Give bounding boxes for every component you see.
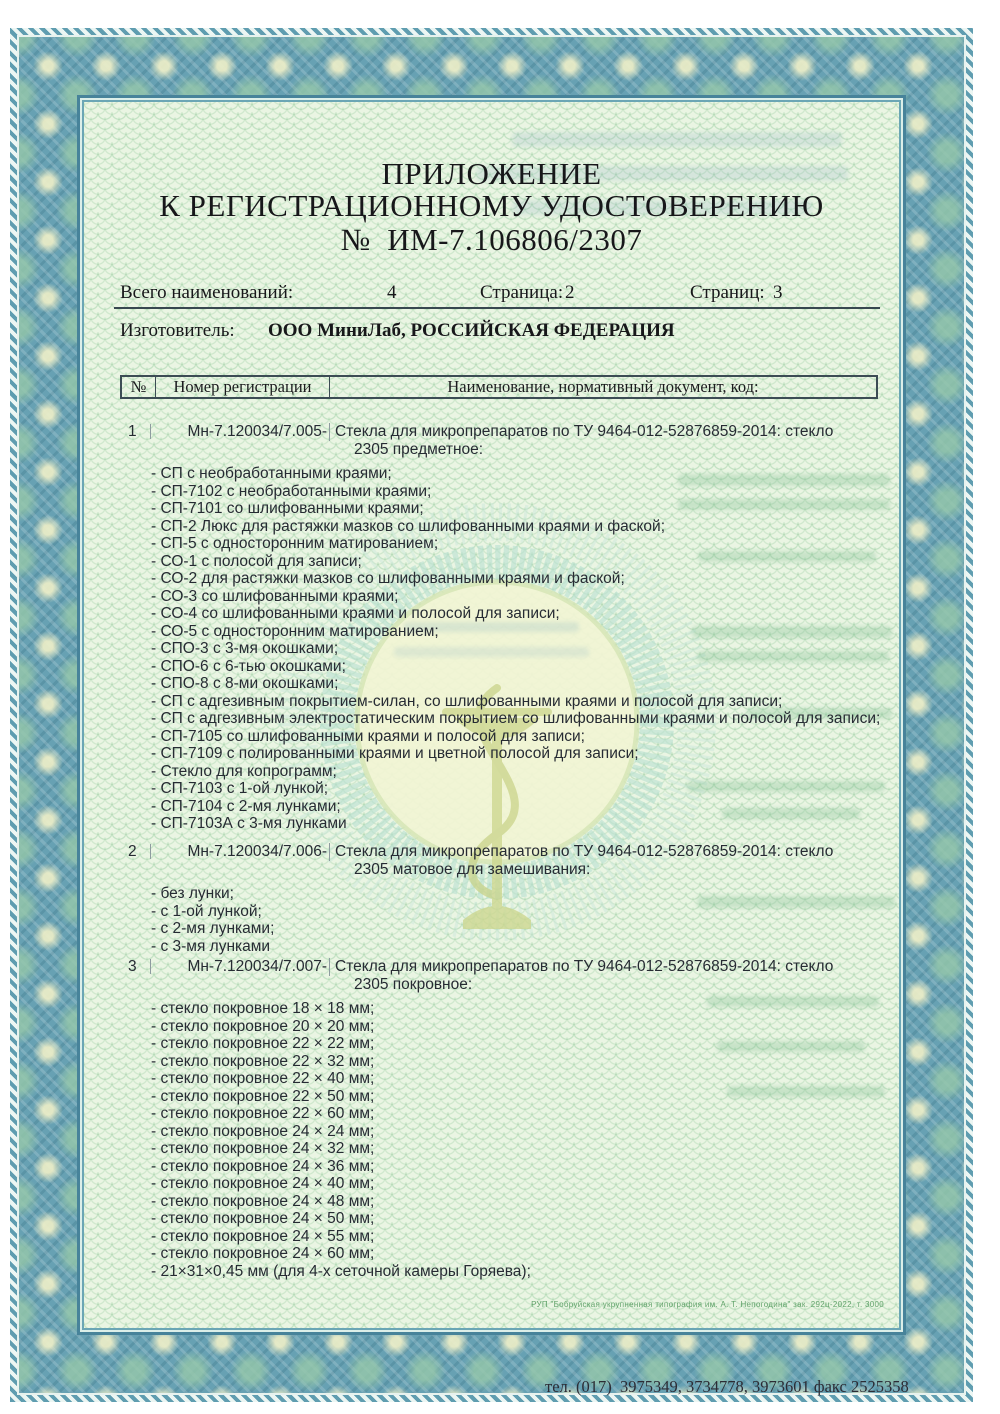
item-variant: - с 2-мя лунками; <box>151 920 275 937</box>
table-row <box>84 423 891 833</box>
item-variant: - СП-7101 со шлифованными краями; <box>151 500 424 517</box>
page-label: Страница: <box>480 282 564 303</box>
item-variant: - СО-5 с односторонним матированием; <box>151 622 439 640</box>
item-variant: - СП-7103 с 1-ой лункой; <box>151 780 329 797</box>
manufacturer-label: Изготовитель: <box>120 320 235 341</box>
item-variant: - без лунки; <box>151 885 234 902</box>
item-variant: - 21×31×0,45 мм (для 4-х сеточной камеры Горяева); <box>151 1262 531 1280</box>
item-variant: - стекло покровное 24 × 60 мм; <box>151 1245 375 1262</box>
total-names-value: 4 <box>387 282 397 303</box>
pages-label: Страниц: <box>690 282 765 303</box>
item-variant: - СП с адгезивным покрытием-силан, со шлифованными краями и полосой для записи; <box>151 692 783 710</box>
item-variant: - стекло покровное 24 × 50 мм; <box>151 1210 375 1227</box>
item-name-line2: 2305 покровное: <box>354 975 473 993</box>
title-line-1: ПРИЛОЖЕНИЕ <box>381 156 602 191</box>
guilloche-border-band <box>19 37 964 1393</box>
item-variant: - Стекло для копрограмм; <box>151 762 337 780</box>
border-zigzag-edge <box>10 28 973 1402</box>
item-variants-list <box>84 958 891 1280</box>
item-number: 3 <box>128 958 148 976</box>
item-variant: - СО-1 с полосой для записи; <box>151 552 362 570</box>
item-variant: - СП-7104 с 2-мя лунками; <box>151 797 341 815</box>
item-variant: - стекло покровное 22 × 40 мм; <box>151 1070 375 1087</box>
item-name-line2: 2305 предметное: <box>354 440 484 458</box>
item-variant: - СПО-8 с 8-ми окошками; <box>151 675 339 692</box>
printer-note: РУП "Бобруйская укрупненная типография им. А. Т. Непогодина" зак. 292ц-2022, т. 3000 <box>531 1300 884 1309</box>
item-variant: - СП-7105 со шлифованными краями и полосой для записи; <box>151 727 585 745</box>
item-registration-number: Мн-7.120034/7.005- <box>187 423 327 440</box>
item-variant: - стекло покровное 24 × 36 мм; <box>151 1157 375 1175</box>
item-variant: - СПО-6 с 6-тью окошками; <box>151 657 346 675</box>
item-variant: - с 1-ой лункой; <box>151 902 262 920</box>
item-number: 1 <box>128 423 148 441</box>
item-variant: - СО-2 для растяжки мазков со шлифованными краями и фаской; <box>151 570 625 587</box>
item-name-line1: Стекла для микропрепаратов по ТУ 9464-012-52876859-2014: стекло <box>329 958 833 976</box>
item-variant: - стекло покровное 22 × 50 мм; <box>151 1087 375 1105</box>
certificate-number: № ИМ-7.106806/2307 <box>340 222 643 257</box>
certificate-frame <box>10 28 973 1402</box>
item-variant: - СП-2 Люкс для растяжки мазков со шлифованными краями и фаской; <box>151 517 665 535</box>
item-variant: - СПО-3 с 3-мя окошками; <box>151 640 339 657</box>
item-variant: - СП-7102 с необработанными краями; <box>151 482 432 500</box>
manufacturer-value: ООО МиниЛаб, РОССИЙСКАЯ ФЕДЕРАЦИЯ <box>268 320 675 341</box>
item-variant: - СП с необработанными краями; <box>151 465 392 482</box>
item-name-line2: 2305 матовое для замешивания: <box>354 860 591 878</box>
certificate-body <box>84 102 899 1328</box>
item-variant: - СО-3 со шлифованными краями; <box>151 587 399 605</box>
column-header-name: Наименование, нормативный документ, код: <box>447 377 759 396</box>
item-variant: - стекло покровное 24 × 24 мм; <box>151 1122 375 1140</box>
item-variant: - стекло покровное 22 × 32 мм; <box>151 1052 375 1070</box>
item-variant: - СП-7103А с 3-мя лунками <box>151 815 347 832</box>
item-variant: - СО-4 со шлифованными краями и полосой для записи; <box>151 605 560 622</box>
item-variant: - стекло покровное 18 × 18 мм; <box>151 1000 375 1017</box>
item-variant: - стекло покровное 22 × 60 мм; <box>151 1105 375 1122</box>
item-variant: - стекло покровное 24 × 40 мм; <box>151 1175 375 1192</box>
item-registration-number: Мн-7.120034/7.006- <box>187 843 327 860</box>
page-value: 2 <box>565 282 575 303</box>
item-number: 2 <box>128 843 148 861</box>
item-variant: - стекло покровное 24 × 55 мм; <box>151 1227 375 1245</box>
table-row <box>84 843 891 955</box>
column-header-number: № <box>130 377 147 396</box>
item-variant: - СП-7109 с полированными краями и цветной полосой для записи; <box>151 745 639 762</box>
title-line-2: К РЕГИСТРАЦИОННОМУ УДОСТОВЕРЕНИЮ <box>159 188 824 223</box>
item-variant: - с 3-мя лунками <box>151 937 271 955</box>
item-variant: - стекло покровное 20 × 20 мм; <box>151 1017 375 1035</box>
column-header-registration: Номер регистрации <box>155 377 330 397</box>
item-variant: - СП с адгезивным электростатическим покрытием со шлифованными краями и полосой для записи; <box>151 710 881 727</box>
item-name-line1: Стекла для микропрепаратов по ТУ 9464-012-52876859-2014: стекло <box>329 423 833 441</box>
item-variant: - стекло покровное 22 × 22 мм; <box>151 1035 375 1052</box>
item-variant: - стекло покровное 24 × 48 мм; <box>151 1192 375 1210</box>
table-row <box>84 958 891 1280</box>
item-variants-list <box>84 423 891 833</box>
total-names-label: Всего наименований: <box>120 282 294 303</box>
item-variant: - стекло покровное 24 × 32 мм; <box>151 1140 375 1157</box>
item-variant: - СП-5 с односторонним матированием; <box>151 535 439 552</box>
item-registration-number: Мн-7.120034/7.007- <box>187 958 327 975</box>
item-name-line1: Стекла для микропрепаратов по ТУ 9464-012-52876859-2014: стекло <box>329 843 833 861</box>
phone-fax-line: тел. (017) 3975349, 3734778, 3973601 факс 2525358 <box>545 1377 909 1396</box>
pages-value: 3 <box>773 282 783 303</box>
items-list <box>84 102 899 1328</box>
